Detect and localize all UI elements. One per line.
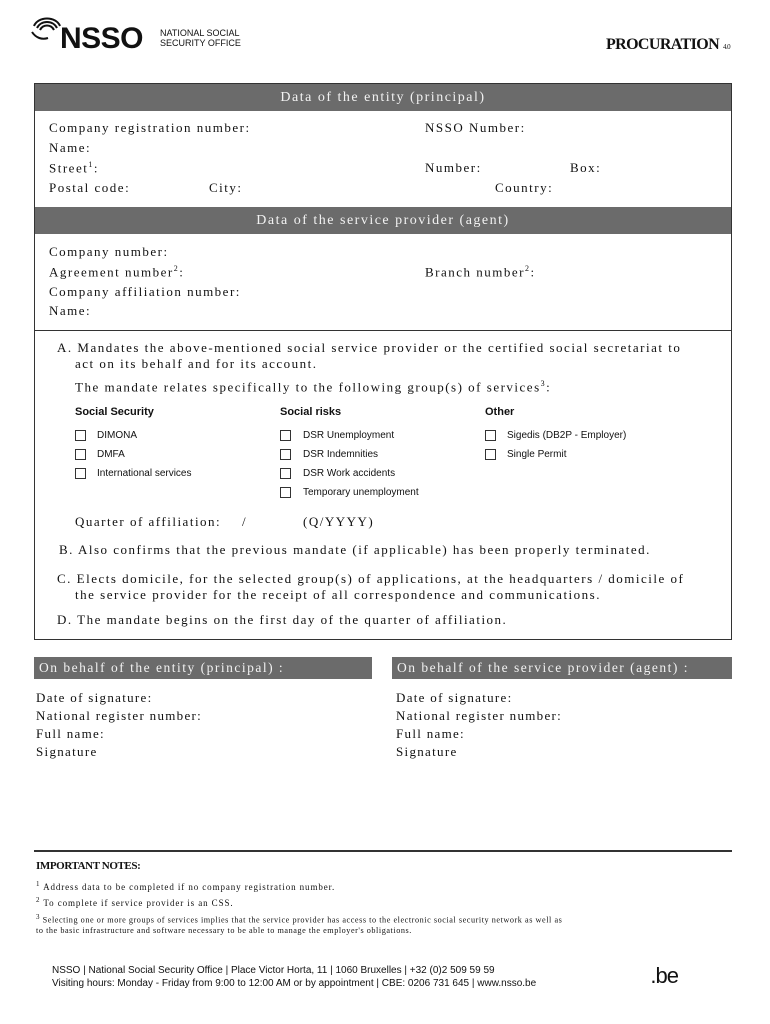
mandate-a-line1: A. Mandates the above-mentioned social service provider or the certified social secretariat to [57, 340, 682, 355]
agent-full-name-field[interactable]: Full name: [396, 726, 465, 741]
checkbox-temporary-unemployment[interactable] [280, 487, 291, 498]
mandate-a-line2: act on its behalf and for its account. [75, 356, 318, 371]
checkbox-label: DIMONA [97, 430, 137, 441]
note-3-line1: $^3$ Selecting one or more groups of services implies that the service provider has access to the electronic social security network as well as [36, 913, 563, 925]
group-social-security-title: Social Security [75, 406, 154, 418]
house-number-field[interactable]: Number: [425, 160, 482, 175]
footer-hours: Visiting hours: Monday - Friday from 9:00 to 12:00 AM or by appointment | CBE: 0206 731 645 | www.nsso.be [52, 978, 537, 989]
agent-name-field[interactable]: Name: [49, 303, 92, 318]
affiliation-number-field[interactable]: Company affiliation number: [49, 284, 241, 299]
company-registration-field[interactable]: Company registration number: [49, 120, 251, 135]
checkbox-label: International services [97, 468, 192, 479]
principal-full-name-field[interactable]: Full name: [36, 726, 105, 741]
checkbox-label: Single Permit [507, 449, 567, 460]
note-2: $^2$ To complete if service provider is an CSS. [36, 896, 234, 908]
nsso-swirl-icon [30, 12, 64, 46]
mandate-c-line1: C. Elects domicile, for the selected group(s) of applications, at the headquarters / domicile of [57, 571, 685, 586]
checkbox-international-services[interactable] [75, 468, 86, 479]
checkbox-label: DSR Unemployment [303, 430, 395, 441]
quarter-of-affiliation-label: Quarter of affiliation: [75, 514, 222, 529]
checkbox-dimona[interactable] [75, 430, 86, 441]
nsso-number-field[interactable]: NSSO Number: [425, 120, 526, 135]
agreement-number-field[interactable]: Agreement number$^2$: [49, 264, 185, 280]
mandate-b: B. Also confirms that the previous mandate (if applicable) has been properly terminated. [59, 542, 651, 557]
principal-date-field[interactable]: Date of signature: [36, 690, 153, 705]
checkbox-label: DSR Work accidents [303, 468, 396, 479]
group-other-title: Other [485, 406, 515, 418]
notes-divider [34, 850, 732, 852]
principal-section-header: Data of the entity (principal) [35, 84, 731, 111]
street-field[interactable]: Street$^1$: [49, 160, 99, 176]
section-divider [35, 330, 731, 331]
company-number-field[interactable]: Company number: [49, 244, 169, 259]
checkbox-dsr-unemployment[interactable] [280, 430, 291, 441]
agent-signature-field[interactable]: Signature [396, 744, 458, 759]
principal-signature-header: On behalf of the entity (principal) : [34, 657, 372, 679]
be-logo: .be [650, 963, 678, 988]
mandate-d: D. The mandate begins on the first day of the quarter of affiliation. [57, 612, 508, 627]
checkbox-dmfa[interactable] [75, 449, 86, 460]
checkbox-label: DSR Indemnities [303, 449, 379, 460]
checkbox-label: Temporary unemployment [303, 487, 419, 498]
services-intro: The mandate relates specifically to the following group(s) of services$^3$: [75, 379, 552, 395]
document-version: 4.0 [723, 43, 730, 51]
mandate-c-line2: the service provider for the receipt of all correspondence and communications. [75, 587, 601, 602]
checkbox-single-permit[interactable] [485, 449, 496, 460]
country-field[interactable]: Country: [495, 180, 554, 195]
agent-signature-header: On behalf of the service provider (agent) : [392, 657, 732, 679]
box-field[interactable]: Box: [570, 160, 602, 175]
footer-address: NSSO | National Social Security Office | Place Victor Horta, 11 | 1060 Bruxelles | +32 (0)2 509 59 59 [52, 965, 495, 976]
checkbox-label: DMFA [97, 449, 125, 460]
branch-number-field[interactable]: Branch number$^2$: [425, 264, 536, 280]
city-field[interactable]: City: [209, 180, 243, 195]
procuration-form [34, 83, 732, 640]
checkbox-dsr-indemnities[interactable] [280, 449, 291, 460]
checkbox-dsr-work-accidents[interactable] [280, 468, 291, 479]
document-title: PROCURATION 4.0 [605, 36, 730, 53]
principal-name-field[interactable]: Name: [49, 140, 92, 155]
principal-signature-field[interactable]: Signature [36, 744, 98, 759]
postal-code-field[interactable]: Postal code: [49, 180, 131, 195]
checkbox-label: Sigedis (DB2P - Employer) [507, 430, 627, 441]
agent-section-header: Data of the service provider (agent) [35, 207, 731, 234]
note-1: $^1$ Address data to be completed if no company registration number. [36, 880, 336, 892]
logo-organisation: NATIONAL SOCIAL SECURITY OFFICE [160, 28, 241, 48]
quarter-format-hint: (Q/YYYY) [303, 514, 375, 529]
principal-national-register-field[interactable]: National register number: [36, 708, 203, 723]
agent-national-register-field[interactable]: National register number: [396, 708, 563, 723]
agent-date-field[interactable]: Date of signature: [396, 690, 513, 705]
quarter-input-separator[interactable]: / [242, 514, 248, 529]
note-3-line2: to the basic infrastructure and software necessary to be able to manage the employer's obligations. [36, 926, 412, 935]
logo-wordmark: NSSO [60, 22, 144, 55]
checkbox-sigedis[interactable] [485, 430, 496, 441]
notes-title: IMPORTANT NOTES: [36, 860, 141, 872]
group-social-risks-title: Social risks [280, 406, 342, 418]
